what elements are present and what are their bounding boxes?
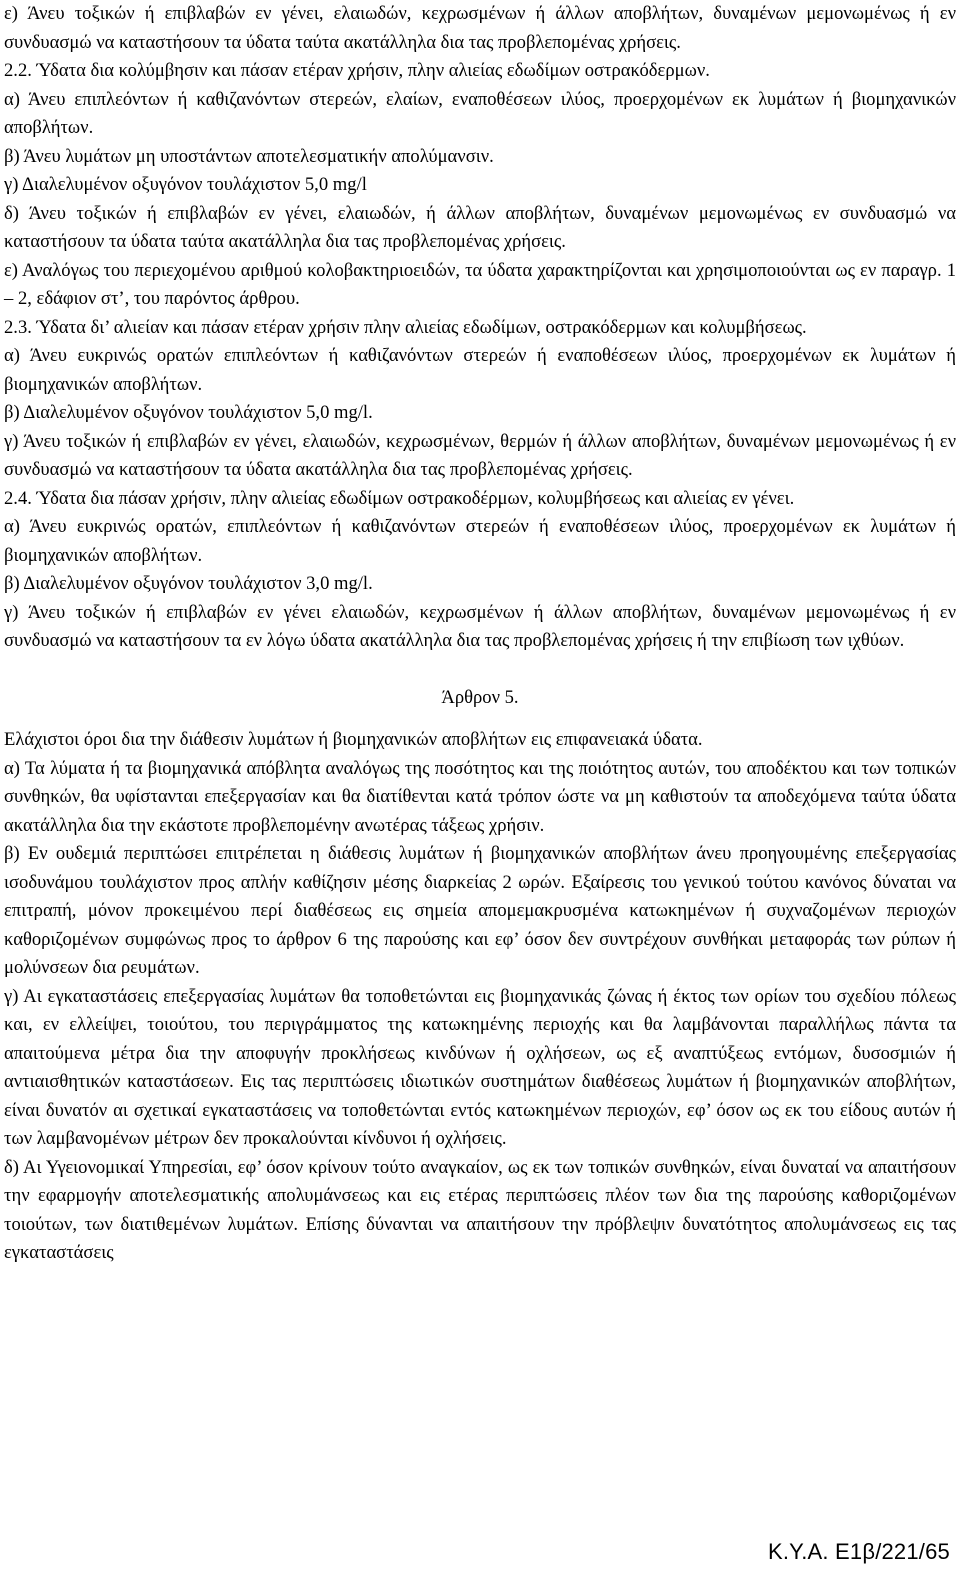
- paragraph: β) Διαλελυμένον οξυγόνον τουλάχιστον 3,0 mg/l.: [4, 573, 373, 594]
- paragraph: ε) Άνευ τοξικών ή επιβλαβών εν γένει, ελαιωδών, κεχρωσμένων ή άλλων αποβλήτων, δυναμένων μεμονωμένως ή εν συνδυασμώ να καταστήσουν τα ύδατα ταύτα ακατάλληλα δια τας προβλεπομένας χρήσεις.: [4, 3, 956, 53]
- paragraph: α) Τα λύματα ή τα βιομηχανικά απόβλητα αναλόγως της ποσότητος και της ποιότητος αυτών, του αποδέκτου και των τοπικών συνθηκών, θα υφίστανται επεξεργασίαν και θα διατίθενται κατά τρόπον ώστε να μη καθιστούν τα αποδεχόμενα ταύτα ύδατα ακατάλληλα δια την εκάστοτε προβλεπομένην ανωτέρας τάξεως χρήσιν.: [4, 757, 956, 836]
- section-heading: 2.4. Ύδατα δια πάσαν χρήσιν, πλην αλιείας εδωδίμων οστρακοδέρμων, κολυμβήσεως και αλιείας εν γένει.: [4, 487, 795, 509]
- article-title: Ελάχιστοι όροι δια την διάθεσιν λυμάτων ή βιομηχανικών αποβλήτων εις επιφανειακά ύδατα.: [4, 729, 703, 750]
- document-reference-footer: Κ.Υ.Α. Ε1β/221/65: [767, 1539, 950, 1564]
- paragraph: α) Άνευ ευκρινώς ορατών επιπλεόντων ή καθιζανόντων στερεών ή εναποθέσεων ιλύος, προερχομένων εκ λυμάτων ή βιομηχανικών αποβλήτων.: [4, 345, 956, 395]
- paragraph: δ) Άνευ τοξικών ή επιβλαβών εν γένει, ελαιωδών, ή άλλων αποβλήτων, δυναμένων μεμονωμένως εν συνδυασμώ να καταστήσουν τα ύδατα ταύτα ακατάλληλα δια τας προβλεπομένας χρήσεις.: [4, 202, 956, 252]
- paragraph: β) Άνευ λυμάτων μη υποστάντων αποτελεσματικήν απολύμανσιν.: [4, 145, 494, 167]
- paragraph: ε) Αναλόγως του περιεχομένου αριθμού κολοβακτηριοειδών, τα ύδατα χαρακτηρίζονται και χρησιμοποιούνται ως εν παραγρ. 1 – 2, εδάφιον στ’, του παρόντος άρθρου.: [4, 259, 956, 309]
- paragraph: γ) Διαλελυμένον οξυγόνον τουλάχιστον 5,0 mg/l: [4, 174, 367, 195]
- paragraph: γ) Αι εγκαταστάσεις επεξεργασίας λυμάτων θα τοποθετώνται εις βιομηχανικάς ζώνας ή έκτος των ορίων του σχεδίου πόλεως και, εν ελλείψει, τοιούτου, του περιγράμματος της κατωκημένης περιοχής και θα λαμβάνονται παραλλήλως πάντα τα απαιτούμενα μέτρα δια την αποφυγήν προκλήσεως κινδύνων ή οχλήσεων, ως εξ αναπτύξεως εντόμων, δυσοσμιών ή αντιαισθητικών καταστάσεων. Εις τας περιπτώσεις ιδιωτικών συστημάτων διαθέσεως λυμάτων ή βιομηχανικών αποβλήτων, είναι δυνατόν αι σχετικαί εγκαταστάσεις να τοποθετώνται εντός κατωκημένων περιοχών, εφ’ όσον ως εκ του είδους αυτών ή των λαμβανομένων μέτρων δεν προκαλούνται κίνδυνοι ή οχλήσεις.: [4, 985, 956, 1149]
- paragraph: α) Άνευ επιπλεόντων ή καθιζανόντων στερεών, ελαίων, εναποθέσεων ιλύος, προερχομένων εκ λυμάτων ή βιομηχανικών αποβλήτων.: [4, 88, 956, 138]
- article-heading: Άρθρον 5.: [441, 686, 519, 708]
- paragraph: γ) Άνευ τοξικών ή επιβλαβών εν γένει, ελαιωδών, κεχρωσμένων, θερμών ή άλλων αποβλήτων, δυναμένων μεμονωμένως ή εν συνδυασμώ να καταστήσουν τα ύδατα ακατάλληλα δια τας προβλεπομένας χρήσεις.: [4, 430, 956, 480]
- section-heading: 2.2. Ύδατα δια κολύμβησιν και πάσαν ετέραν χρήσιν, πλην αλιείας εδωδίμων οστρακόδερμων.: [4, 60, 710, 81]
- paragraph: α) Άνευ ευκρινώς ορατών, επιπλεόντων ή καθιζανόντων στερεών ή εναποθέσεων ιλύος, προερχομένων εκ λυμάτων ή βιομηχανικών αποβλήτων.: [4, 516, 956, 566]
- document-page: [4, 0, 956, 1268]
- paragraph: β) Εν ουδεμιά περιπτώσει επιτρέπεται η διάθεσις λυμάτων ή βιομηχανικών αποβλήτων άνευ προηγουμένης επεξεργασίας ισοδυνάμου τουλάχιστον προς απλήν καθίζησιν μέσης διαρκείας 2 ωρών. Εξαίρεσις του γενικού τούτου κανόνος δύναται να επιτραπή, μόνον προκειμένου περί διαθέσεως εις σημεία απομεμακρυσμένα κατωκημένων ή συχναζομένων περιοχών καθοριζομένων συμφώνως προς το άρθρον 6 της παρούσης και εφ’ όσον δεν συντρέχουν συνθήκαι μεταφοράς των ρύπων ή μολύνσεων δια ρευμάτων.: [4, 843, 956, 978]
- paragraph: γ) Άνευ τοξικών ή επιβλαβών εν γένει ελαιωδών, κεχρωσμένων ή άλλων αποβλήτων, δυναμένων μεμονωμένως ή εν συνδυασμώ να καταστήσουν τα εν λόγω ύδατα ακατάλληλα δια τας προβλεπομένας χρήσεις ή την επιβίωση των ιχθύων.: [4, 601, 956, 651]
- section-heading: 2.3. Ύδατα δι’ αλιείαν και πάσαν ετέραν χρήσιν πλην αλιείας εδωδίμων, οστρακόδερμων και κολυμβήσεως.: [4, 316, 807, 338]
- paragraph: δ) Αι Υγειονομικαί Υπηρεσίαι, εφ’ όσον κρίνουν τούτο αναγκαίον, ως εκ των τοπικών συνθηκών, είναι δυναταί να απαιτήσουν την εφαρμογήν αποτελεσματικής απολυμάνσεως και εις ετέρας περιπτώσεις πλέον των δια της παρούσης καθοριζομένων τοιούτων, των διατιθεμένων λυμάτων. Επίσης δύνανται να απαιτήσουν την πρόβλεψιν δυνατότητος απολυμάνσεως εις τας εγκαταστάσεις: [4, 1156, 956, 1263]
- paragraph: β) Διαλελυμένον οξυγόνον τουλάχιστον 5,0 mg/l.: [4, 402, 373, 423]
